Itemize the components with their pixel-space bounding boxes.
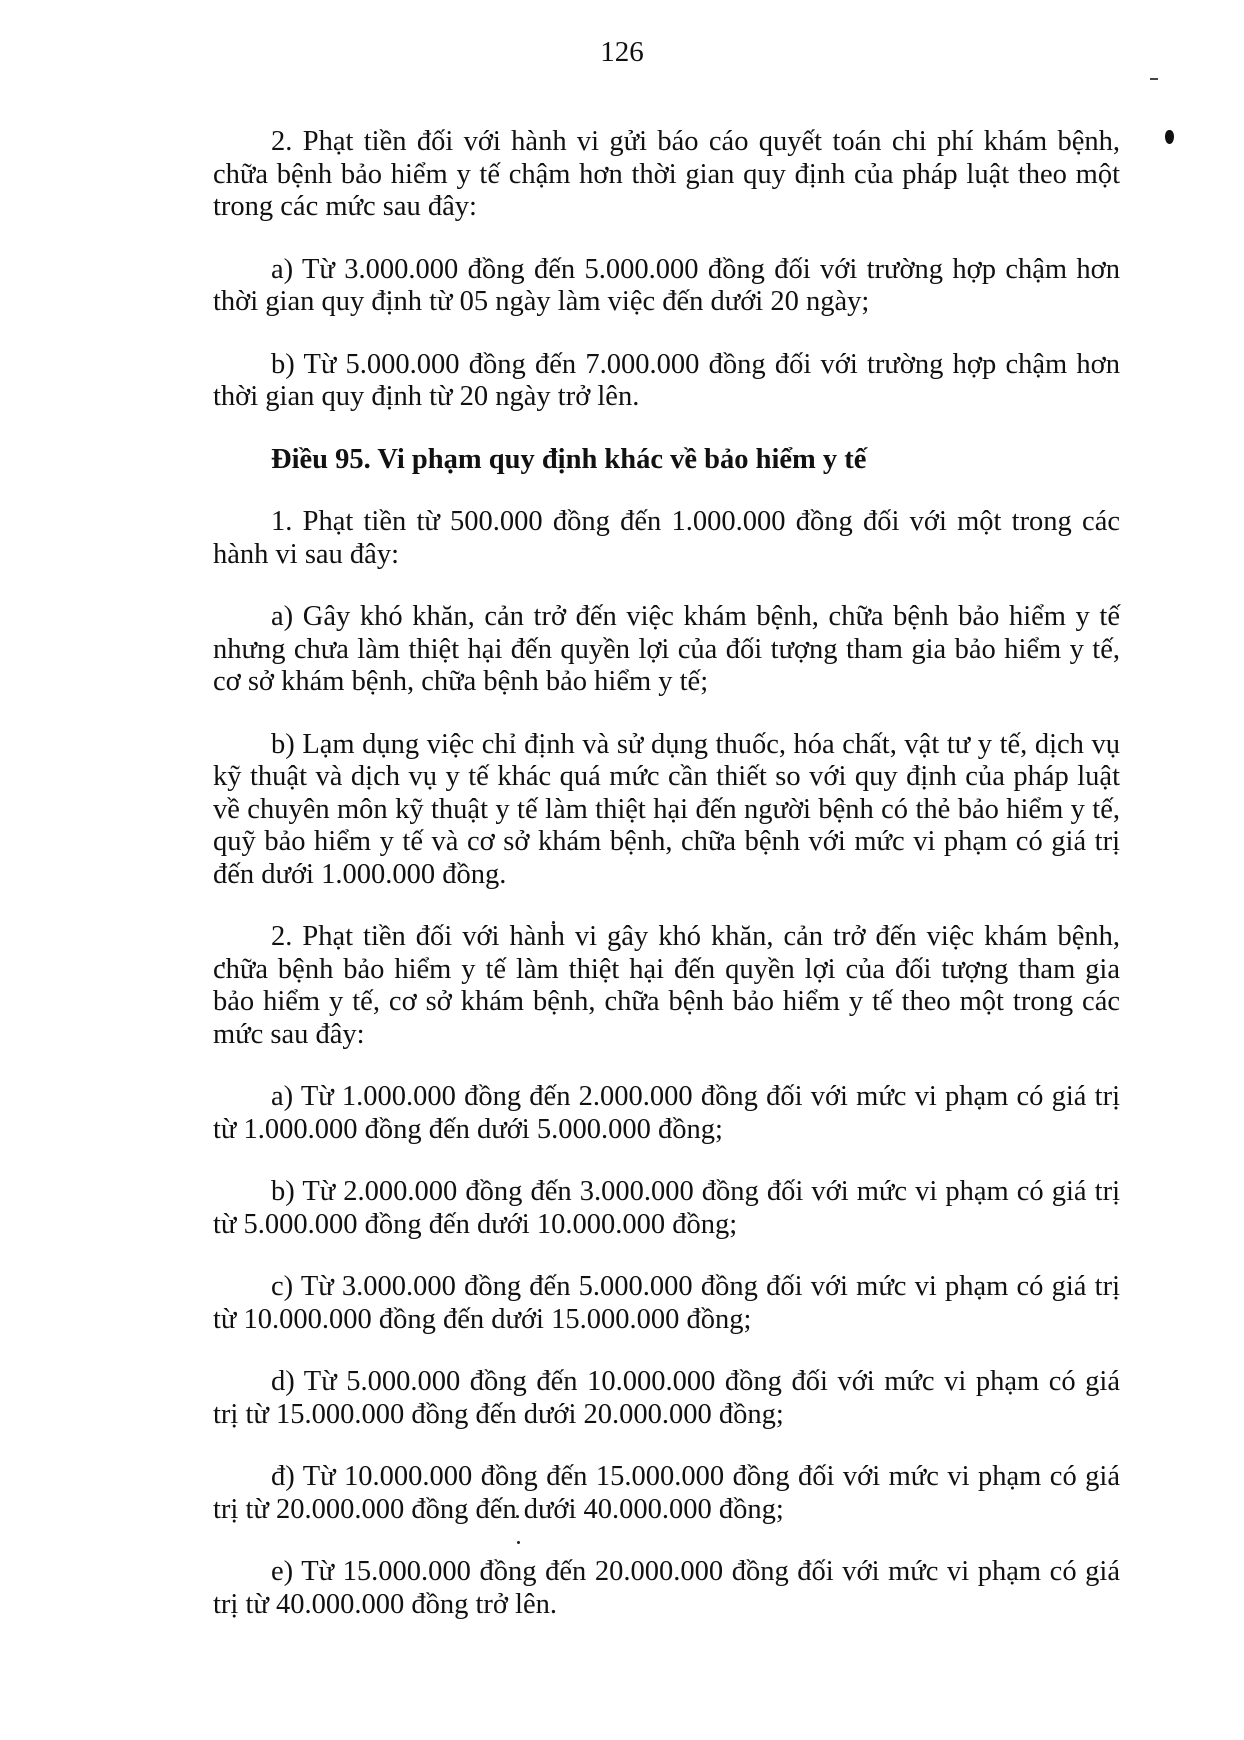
document-body — [213, 126, 1120, 1651]
scan-mark — [1165, 130, 1174, 144]
paragraph: đ) Từ 10.000.000 đồng đến 15.000.000 đồng đối với mức vi phạm có giá trị từ 20.000.000 đồng đến dưới 40.000.000 đồng; — [213, 1461, 1120, 1525]
paragraph: b) Lạm dụng việc chỉ định và sử dụng thuốc, hóa chất, vật tư y tế, dịch vụ kỹ thuật và dịch vụ y tế khác quá mức cần thiết so với quy định của pháp luật về chuyên môn kỹ thuật y tế làm thiệt hại đến người bệnh có thẻ bảo hiểm y tế, quỹ bảo hiểm y tế và cơ sở khám bệnh, chữa bệnh với mức vi phạm có giá trị đến dưới 1.000.000 đồng. — [213, 728, 1120, 890]
scan-mark — [1150, 78, 1158, 80]
paragraph: b) Từ 5.000.000 đồng đến 7.000.000 đồng đối với trường hợp chậm hơn thời gian quy định từ 20 ngày trở lên. — [213, 348, 1120, 412]
article-heading: Điều 95. Vi phạm quy định khác về bảo hiểm y tế — [271, 443, 867, 475]
paragraph: 2. Phạt tiền đối với hành vi gửi báo cáo quyết toán chi phí khám bệnh, chữa bệnh bảo hiểm y tế chậm hơn thời gian quy định của pháp luật theo một trong các mức sau đây: — [213, 126, 1120, 222]
paragraph: 1. Phạt tiền từ 500.000 đồng đến 1.000.000 đồng đối với một trong các hành vi sau đây: — [213, 506, 1120, 570]
paragraph: d) Từ 5.000.000 đồng đến 10.000.000 đồng đối với mức vi phạm có giá trị từ 15.000.000 đồng đến dưới 20.000.000 đồng; — [213, 1366, 1120, 1430]
paragraph: b) Từ 2.000.000 đồng đến 3.000.000 đồng đối với mức vi phạm có giá trị từ 5.000.000 đồng đến dưới 10.000.000 đồng; — [213, 1176, 1120, 1240]
paragraph: 2. Phạt tiền đối với hành vi gây khó khăn, cản trở đến việc khám bệnh, chữa bệnh bảo hiểm y tế làm thiệt hại đến quyền lợi của đối tượng tham gia bảo hiểm y tế, cơ sở khám bệnh, chữa bệnh bảo hiểm y tế theo một trong các mức sau đây: — [213, 921, 1120, 1050]
paragraph: e) Từ 15.000.000 đồng đến 20.000.000 đồng đối với mức vi phạm có giá trị từ 40.000.000 đồng trở lên. — [213, 1556, 1120, 1620]
page-number: 126 — [600, 36, 644, 68]
paragraph: a) Từ 3.000.000 đồng đến 5.000.000 đồng đối với trường hợp chậm hơn thời gian quy định từ 05 ngày làm việc đến dưới 20 ngày; — [213, 253, 1120, 317]
paragraph: a) Gây khó khăn, cản trở đến việc khám bệnh, chữa bệnh bảo hiểm y tế nhưng chưa làm thiệt hại đến quyền lợi của đối tượng tham gia bảo hiểm y tế, cơ sở khám bệnh, chữa bệnh bảo hiểm y tế; — [213, 601, 1120, 697]
paragraph: a) Từ 1.000.000 đồng đến 2.000.000 đồng đối với mức vi phạm có giá trị từ 1.000.000 đồng đến dưới 5.000.000 đồng; — [213, 1081, 1120, 1145]
paragraph: c) Từ 3.000.000 đồng đến 5.000.000 đồng đối với mức vi phạm có giá trị từ 10.000.000 đồng đến dưới 15.000.000 đồng; — [213, 1271, 1120, 1335]
